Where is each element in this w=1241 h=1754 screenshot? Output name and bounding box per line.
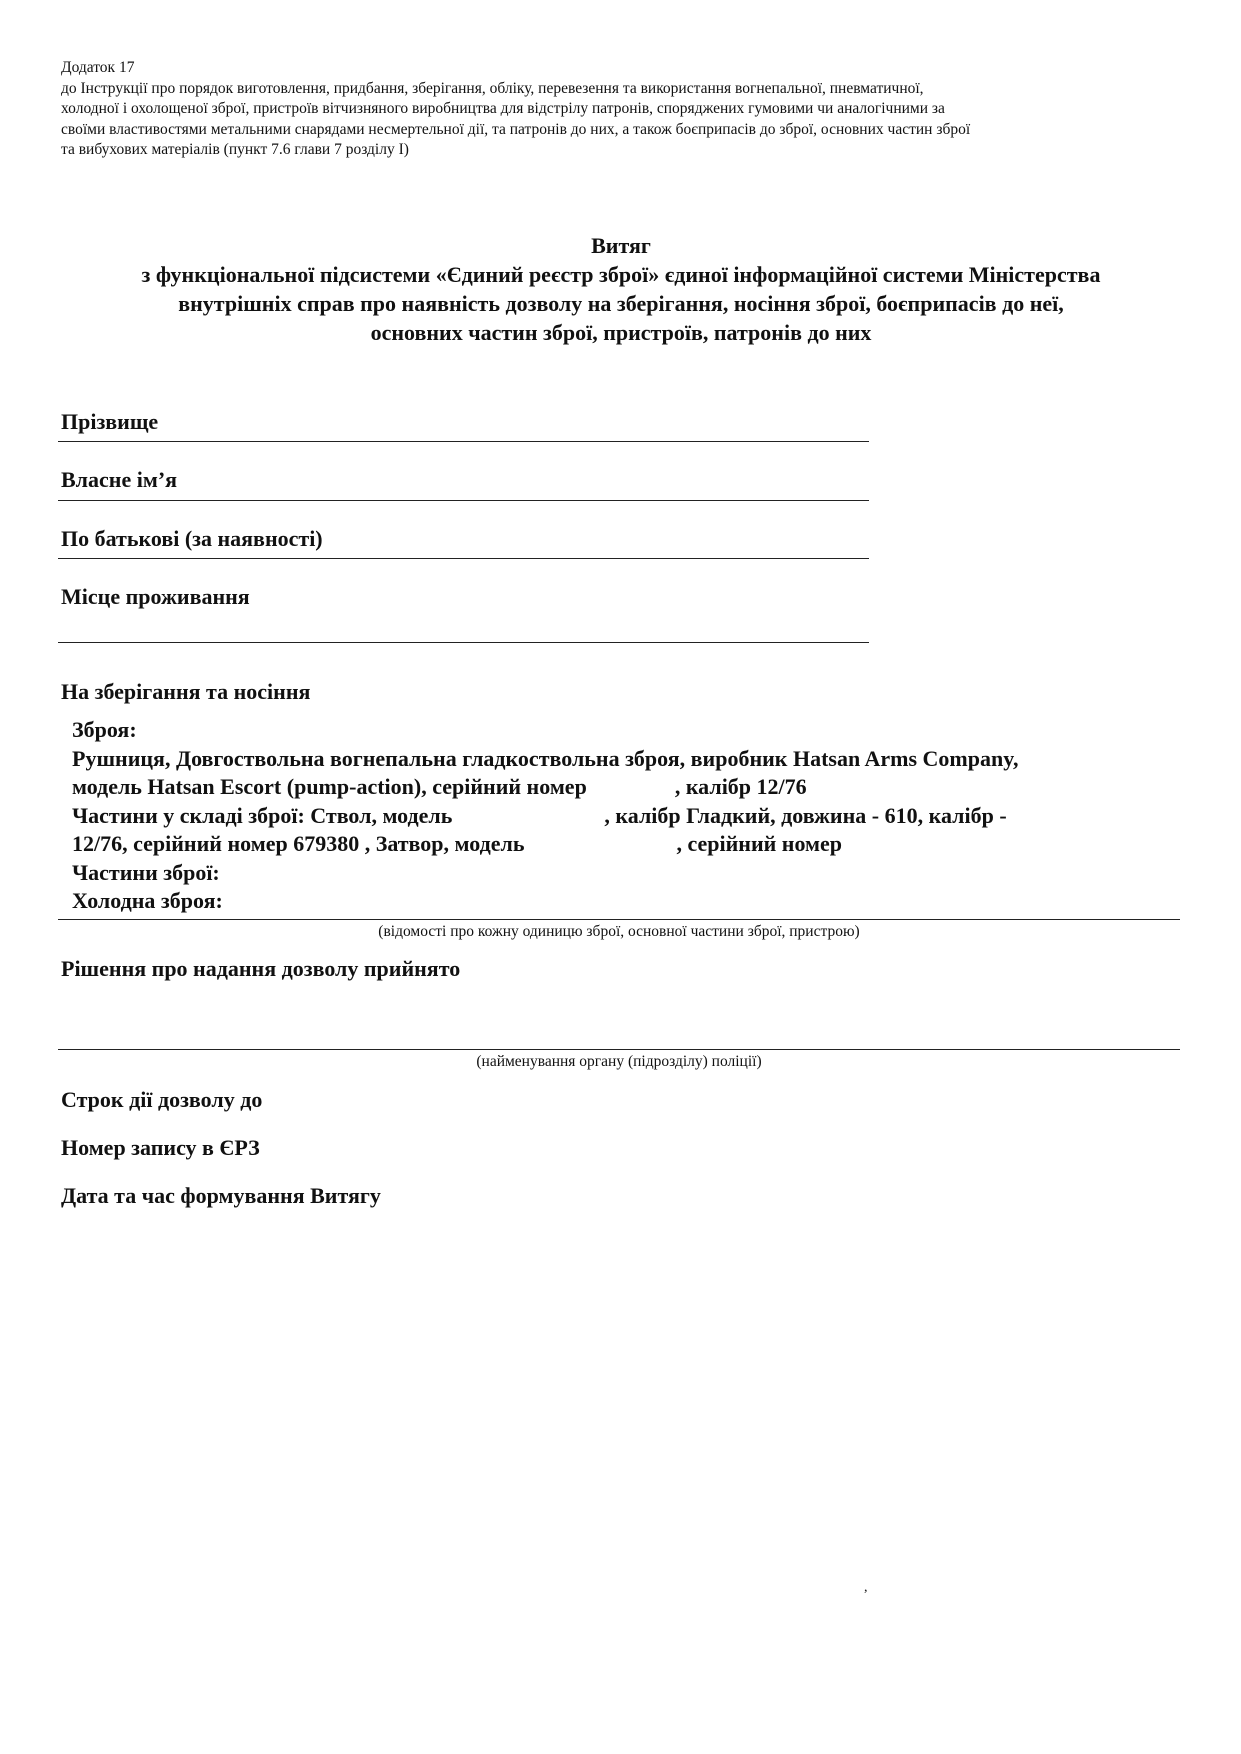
decision-line bbox=[58, 1049, 1180, 1050]
weapon-info-caption: (відомості про кожну одиницю зброї, основної частини зброї, пристрою) bbox=[378, 923, 860, 940]
barrel-serial-text: 12/76, серійний номер 679380 , Затвор, модель bbox=[72, 831, 525, 856]
bolt-serial-text: , серійний номер bbox=[676, 831, 843, 856]
decision-caption: (найменування органу (підрозділу) поліції) bbox=[476, 1053, 762, 1070]
stray-mark: , bbox=[864, 1580, 868, 1595]
first-name-line bbox=[58, 500, 869, 501]
barrel-model-text: Частини у складі зброї: Ствол, модель bbox=[72, 802, 453, 828]
weapon-parts-label: Частини зброї: bbox=[72, 859, 220, 885]
surname-line bbox=[58, 441, 869, 442]
weapon-caliber-text: , калібр 12/76 bbox=[674, 774, 807, 799]
patronymic-line bbox=[58, 558, 869, 559]
annex-line: до Інструкції про порядок виготовлення, придбання, зберігання, обліку, перевезення та використання вогнепальної, пневматичної, bbox=[61, 79, 924, 97]
patronymic-label: По батькові (за наявності) bbox=[61, 526, 323, 551]
residence-line bbox=[58, 642, 869, 643]
barrel-caliber-text: , калібр Гладкий, довжина - 610, калібр - bbox=[604, 802, 1007, 828]
surname-label: Прізвище bbox=[61, 409, 159, 434]
document-subtitle-line: внутрішніх справ про наявність дозволу на зберігання, носіння зброї, боєприпасів до неї, bbox=[178, 291, 1064, 316]
weapon-parts-line bbox=[72, 830, 1182, 859]
weapon-info-line bbox=[58, 919, 1180, 920]
document-title: Витяг bbox=[591, 233, 651, 258]
weapon-parts-line bbox=[72, 802, 1182, 831]
annex-line: своїми властивостями метальними снарядами несмертельної дії, та патронів до них, а також боєприпасів до зброї, основних частин зброї bbox=[61, 120, 971, 138]
cold-weapon-label: Холодна зброя: bbox=[72, 888, 223, 913]
storage-heading: На зберігання та носіння bbox=[61, 679, 311, 704]
weapon-description-line: Рушниця, Довгоствольна вогнепальна гладкоствольна зброя, виробник Hatsan Arms Company, bbox=[72, 745, 1019, 771]
weapon-model-line bbox=[72, 773, 1182, 802]
weapon-block bbox=[72, 716, 1182, 916]
document-subtitle-line: основних частин зброї, пристроїв, патронів до них bbox=[370, 320, 872, 345]
decision-label: Рішення про надання дозволу прийнято bbox=[61, 956, 461, 981]
annex-number: Додаток 17 bbox=[61, 59, 135, 76]
validity-label: Строк дії дозволу до bbox=[61, 1087, 263, 1112]
first-name-label: Власне ім’я bbox=[61, 467, 178, 492]
weapon-label: Зброя: bbox=[72, 717, 137, 742]
record-number-label: Номер запису в ЄРЗ bbox=[61, 1135, 260, 1160]
weapon-model-text: модель Hatsan Escort (pump-action), серійний номер bbox=[72, 774, 587, 799]
residence-label: Місце проживання bbox=[61, 584, 250, 609]
annex-line: та вибухових матеріалів (пункт 7.6 глави 7 розділу І) bbox=[61, 141, 409, 158]
generated-at-label: Дата та час формування Витягу bbox=[61, 1183, 381, 1208]
annex-line: холодної і охолощеної зброї, пристроїв вітчизняного виробництва для відстрілу патронів, споряджених гумовими чи аналогічними за bbox=[61, 100, 945, 117]
document-subtitle-line: з функціональної підсистеми «Єдиний реєстр зброї» єдиної інформаційної системи Міністерства bbox=[141, 262, 1101, 287]
annex-header bbox=[61, 58, 1181, 161]
